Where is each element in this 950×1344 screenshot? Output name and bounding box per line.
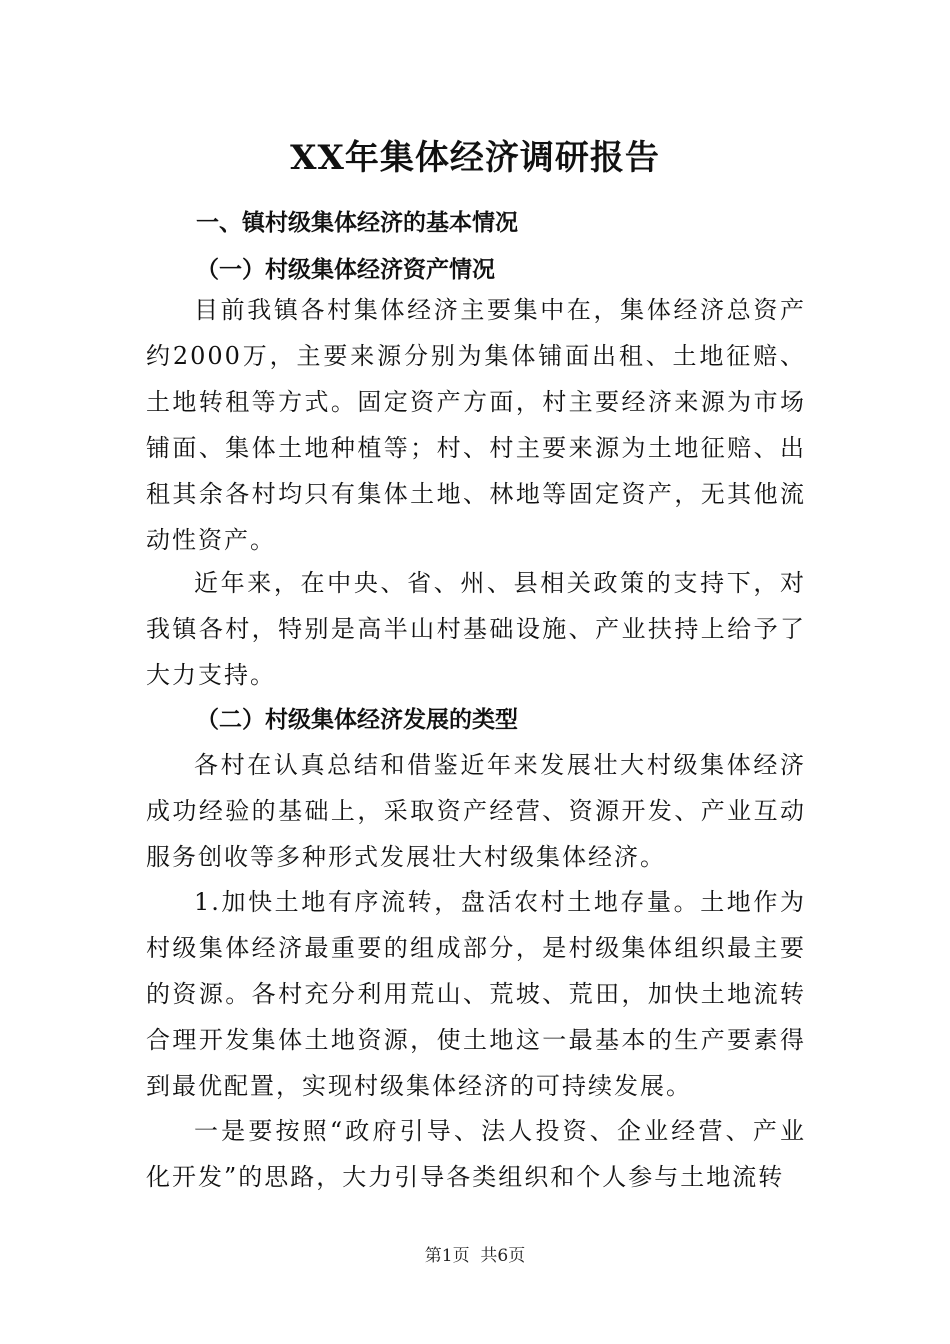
paragraph-land-transfer: 1.加快土地有序流转，盘活农村土地存量。土地作为村级集体经济最重要的组成部分，是村级集体组织最主要的资源。各村充分利用荒山、荒坡、荒田，加快土地流转合理开发集体土地资源，使土地这一最基本的生产要素得到最优配置，实现村级集体经济的可持续发展。: [146, 888, 806, 1100]
paragraph-policy-support: 近年来，在中央、省、州、县相关政策的支持下，对我镇各村，特别是高半山村基础设施、产业扶持上给予了大力支持。: [146, 569, 806, 689]
subsection-heading-1: （一）村级集体经济资产情况: [196, 257, 495, 283]
section-heading-1: 一、镇村级集体经济的基本情况: [196, 210, 518, 236]
subsection-heading-2: （二）村级集体经济发展的类型: [196, 707, 518, 733]
paragraph-guidance: 一是要按照“政府引导、法人投资、企业经营、产业化开发”的思路，大力引导各类组织和个人参与土地流转: [146, 1117, 806, 1191]
page-footer: [0, 1244, 950, 1268]
page-number: 第1页 共6页: [424, 1246, 526, 1266]
paragraph-development-types: 各村在认真总结和借鉴近年来发展壮大村级集体经济成功经验的基础上，采取资产经营、资源开发、产业互动服务创收等多种形式发展壮大村级集体经济。: [146, 751, 806, 871]
document-title: XX年集体经济调研报告: [290, 138, 660, 178]
paragraph-assets: 目前我镇各村集体经济主要集中在，集体经济总资产约2000万，主要来源分别为集体铺面出租、土地征赔、土地转租等方式。固定资产方面，村主要经济来源为市场铺面、集体土地种植等；村、村主要来源为土地征赔、出租其余各村均只有集体土地、林地等固定资产，无其他流动性资产。: [146, 296, 806, 554]
